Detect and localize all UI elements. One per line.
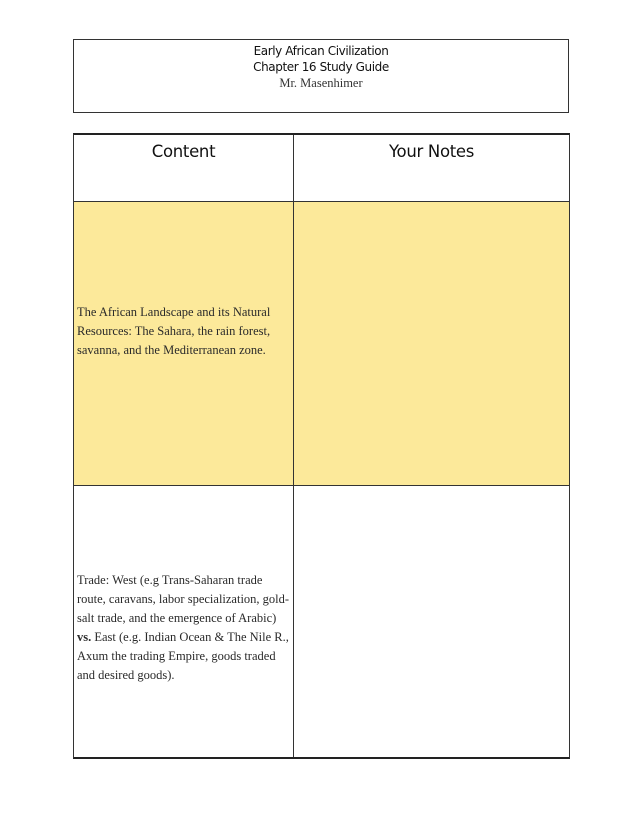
- title-box: [73, 39, 569, 113]
- notes-cell-landscape[interactable]: [294, 202, 569, 485]
- notes-cell-trade[interactable]: [294, 486, 569, 757]
- content-cell-trade: [74, 486, 293, 757]
- teacher-name: Mr. Masenhimer: [279, 76, 363, 90]
- content-text-trade-west: Trade: West (e.g Trans-Saharan trade route, caravans, labor specialization, gold-salt trade, and the emergence of Arabic): [77, 573, 290, 625]
- column-divider: [293, 135, 294, 757]
- document-title: Early African Civilization: [253, 44, 389, 58]
- content-text-landscape: The African Landscape and its Natural Resources: The Sahara, the rain forest, savanna, and the Mediterranean zone.: [77, 305, 271, 357]
- versus-label: vs.: [77, 630, 92, 644]
- column-header-your-notes: Your Notes: [388, 142, 475, 161]
- content-text-trade-east: East (e.g. Indian Ocean & The Nile R., Axum the trading Empire, goods traded and desired goods).: [77, 630, 289, 682]
- column-header-content: Content: [151, 142, 216, 161]
- content-cell-landscape: [74, 202, 293, 485]
- document-subtitle: Chapter 16 Study Guide: [253, 60, 389, 74]
- study-guide-table: [73, 133, 570, 759]
